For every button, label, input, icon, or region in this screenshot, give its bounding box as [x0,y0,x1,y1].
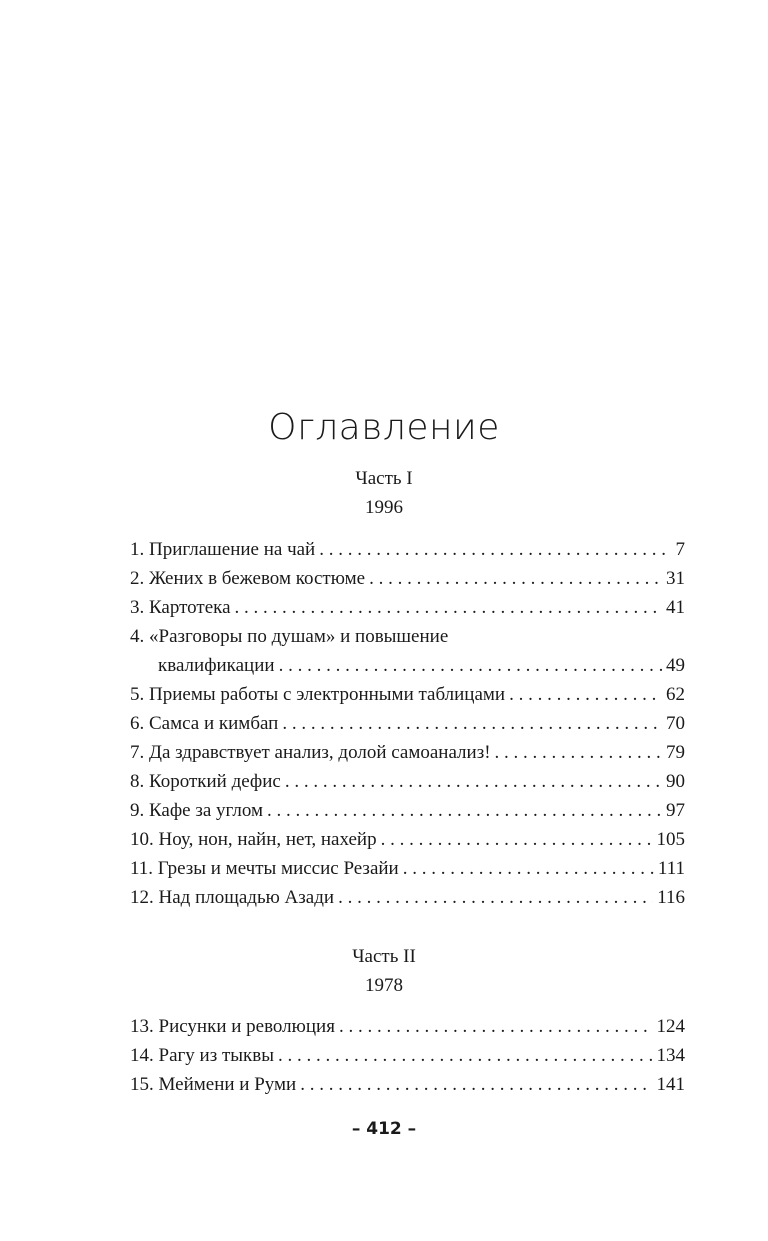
entry-page: 41 [662,593,685,622]
toc-entry[interactable] [130,564,685,593]
dot-leader [278,1041,652,1070]
entry-title: 5. Приемы работы с электронными таблицами [130,680,509,709]
dot-leader [403,854,654,883]
entry-page: 90 [662,767,685,796]
entry-title: 12. Над площадью Азади [130,883,338,912]
entry-page: 31 [662,564,685,593]
dot-leader [339,1012,653,1041]
entry-title: 2. Жених в бежевом костюме [130,564,369,593]
dot-leader [509,680,662,709]
entry-page: 70 [662,709,685,738]
entry-title: 13. Рисунки и революция [130,1012,339,1041]
dot-leader [279,651,662,680]
entry-page: 124 [653,1012,686,1041]
part-year: 1978 [365,975,403,996]
toc-entry[interactable] [130,535,685,564]
toc-entry[interactable] [130,738,685,767]
part-heading [0,465,768,523]
entry-title: 6. Самса и кимбап [130,709,282,738]
entry-title-continued: квалификации [158,651,279,680]
entry-title: 1. Приглашение на чай [130,535,319,564]
toc-entry[interactable] [130,854,685,883]
toc-list [130,535,685,912]
part-label: Часть II [352,946,416,967]
part-label: Часть I [355,468,413,489]
part-heading [0,943,768,1001]
dot-leader [300,1070,652,1099]
dot-leader [495,738,662,767]
toc-entry[interactable] [130,680,685,709]
toc-entry[interactable] [130,825,685,854]
entry-page: 7 [672,535,686,564]
dot-leader [381,825,653,854]
toc-entry[interactable] [130,883,685,912]
toc-entry[interactable] [130,593,685,622]
entry-title: 7. Да здравствует анализ, долой самоанализ! [130,738,495,767]
entry-page: 111 [654,854,685,883]
entry-page: 79 [662,738,685,767]
entry-title: 10. Ноу, нон, найн, нет, нахейр [130,825,381,854]
dot-leader [285,767,662,796]
page-title: Оглавление [268,407,500,448]
entry-page: 116 [653,883,685,912]
entry-title: 3. Картотека [130,593,235,622]
entry-page: 134 [653,1041,686,1070]
toc-entry[interactable] [130,1070,685,1099]
entry-page: 141 [653,1070,686,1099]
dot-leader [319,535,671,564]
dot-leader [338,883,653,912]
page-number: – 412 – [351,1119,417,1139]
entry-page: 62 [662,680,685,709]
dot-leader [282,709,662,738]
toc-entry[interactable] [130,1041,685,1070]
entry-title: 8. Короткий дефис [130,767,285,796]
dot-leader [267,796,662,825]
entry-page: 49 [662,651,685,680]
entry-page: 97 [662,796,685,825]
entry-title: 11. Грезы и мечты миссис Резайи [130,854,403,883]
part-year: 1996 [365,497,403,518]
toc-list [130,1012,685,1099]
entry-title: 15. Меймени и Руми [130,1070,300,1099]
dot-leader [369,564,662,593]
toc-entry[interactable] [130,709,685,738]
entry-title: 14. Рагу из тыквы [130,1041,278,1070]
dot-leader [235,593,662,622]
entry-title: 9. Кафе за углом [130,796,267,825]
toc-entry[interactable] [130,1012,685,1041]
entry-title: 4. «Разговоры по душам» и повышение [130,622,452,651]
toc-entry[interactable] [130,796,685,825]
entry-page: 105 [653,825,686,854]
toc-entry[interactable] [130,767,685,796]
toc-entry[interactable] [130,622,685,680]
